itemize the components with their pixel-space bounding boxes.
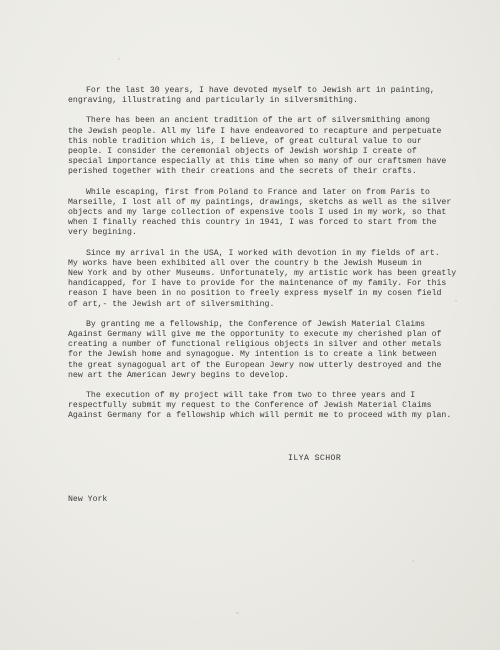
paragraph-line: reason I have been in no position to freely express myself in my cosen field (68, 289, 442, 299)
paragraph-line: of art,- the Jewish art of silversmithing. (68, 299, 275, 309)
paragraph-4 (68, 249, 472, 310)
paragraph-line: special importance especially at this time when so many of our craftsmen have (68, 157, 447, 167)
paragraph-line: people. I consider the ceremonial objects of Jewish worship I create of (68, 147, 417, 157)
paragraph-2 (68, 116, 472, 177)
paragraph-line: My works have been exhibited all over the country b the Jewish Museum in (68, 258, 422, 268)
signature-name: ILYA SCHOR (288, 454, 342, 463)
paper-speck (412, 560, 414, 562)
paper-speck (118, 58, 120, 60)
paragraph-line: the Jewish people. All my life I have endeavored to recapture and perpetuate (68, 126, 442, 136)
paragraph-1 (68, 86, 472, 106)
paper-speck (455, 300, 457, 302)
paragraph-line: For the last 30 years, I have devoted myself to Jewish art in painting, (86, 86, 435, 95)
paragraph-line: There has been an ancient tradition of the art of silversmithing among (86, 116, 430, 126)
paragraph-line: Against Germany for a fellowship which will permit me to proceed with my plan. (68, 411, 452, 421)
paragraph-line: objects and my large collection of expensive tools I used in my work, so that (68, 208, 447, 218)
paragraph-line: Marseille, I lost all of my paintings, drawings, sketchs as well as the silver (68, 197, 452, 207)
paragraph-line: Against Germany will give me the opportunity to execute my cherished plan of (68, 330, 442, 340)
paragraph-line: the great synagogual art of the European Jewry now utterly destroyed and the (68, 360, 442, 370)
paragraph-line: very begining. (68, 228, 137, 238)
paragraph-line: Since my arrival in the USA, I worked with devotion in my fields of art. (86, 248, 440, 258)
paragraph-line: perished together with their creations and the secrets of their crafts. (68, 167, 417, 177)
paragraph-line: respectfully submit my request to the Conference of Jewish Material Claims (68, 401, 432, 411)
paragraph-3 (68, 188, 472, 239)
paragraph-line: this noble tradition which is, I believe, of great cultural value to our (68, 136, 422, 146)
paragraph-line: engraving, illustrating and particularly in silversmithing. (68, 96, 358, 106)
paragraph-line: when I finally reached this country in 1941, I was forced to start from the (68, 218, 437, 228)
paragraph-line: for the Jewish home and synagogue. My intention is to create a link between (68, 350, 437, 360)
paragraph-line: While escaping, first from Poland to France and later on from Paris to (86, 187, 430, 197)
place-line: New York (68, 495, 108, 504)
paragraph-line: New York and by other Museums. Unfortunately, my artistic work has been greatly (68, 269, 457, 279)
paragraph-line: creating a number of functional religious objects in silver and other metals (68, 340, 442, 350)
paragraph-line: By granting me a fellowship, the Conference of Jewish Material Claims (86, 319, 426, 329)
paragraph-6 (68, 391, 472, 422)
paragraph-line: new art the American Jewry begins to develop. (68, 370, 290, 380)
letter-body (68, 86, 472, 432)
paper-speck (236, 612, 239, 614)
paragraph-5 (68, 320, 472, 381)
paragraph-line: The execution of my project will take from two to three years and I (86, 391, 416, 401)
paragraph-line: handicapped, for I have to provide for the maintenance of my family. For this (68, 279, 447, 289)
